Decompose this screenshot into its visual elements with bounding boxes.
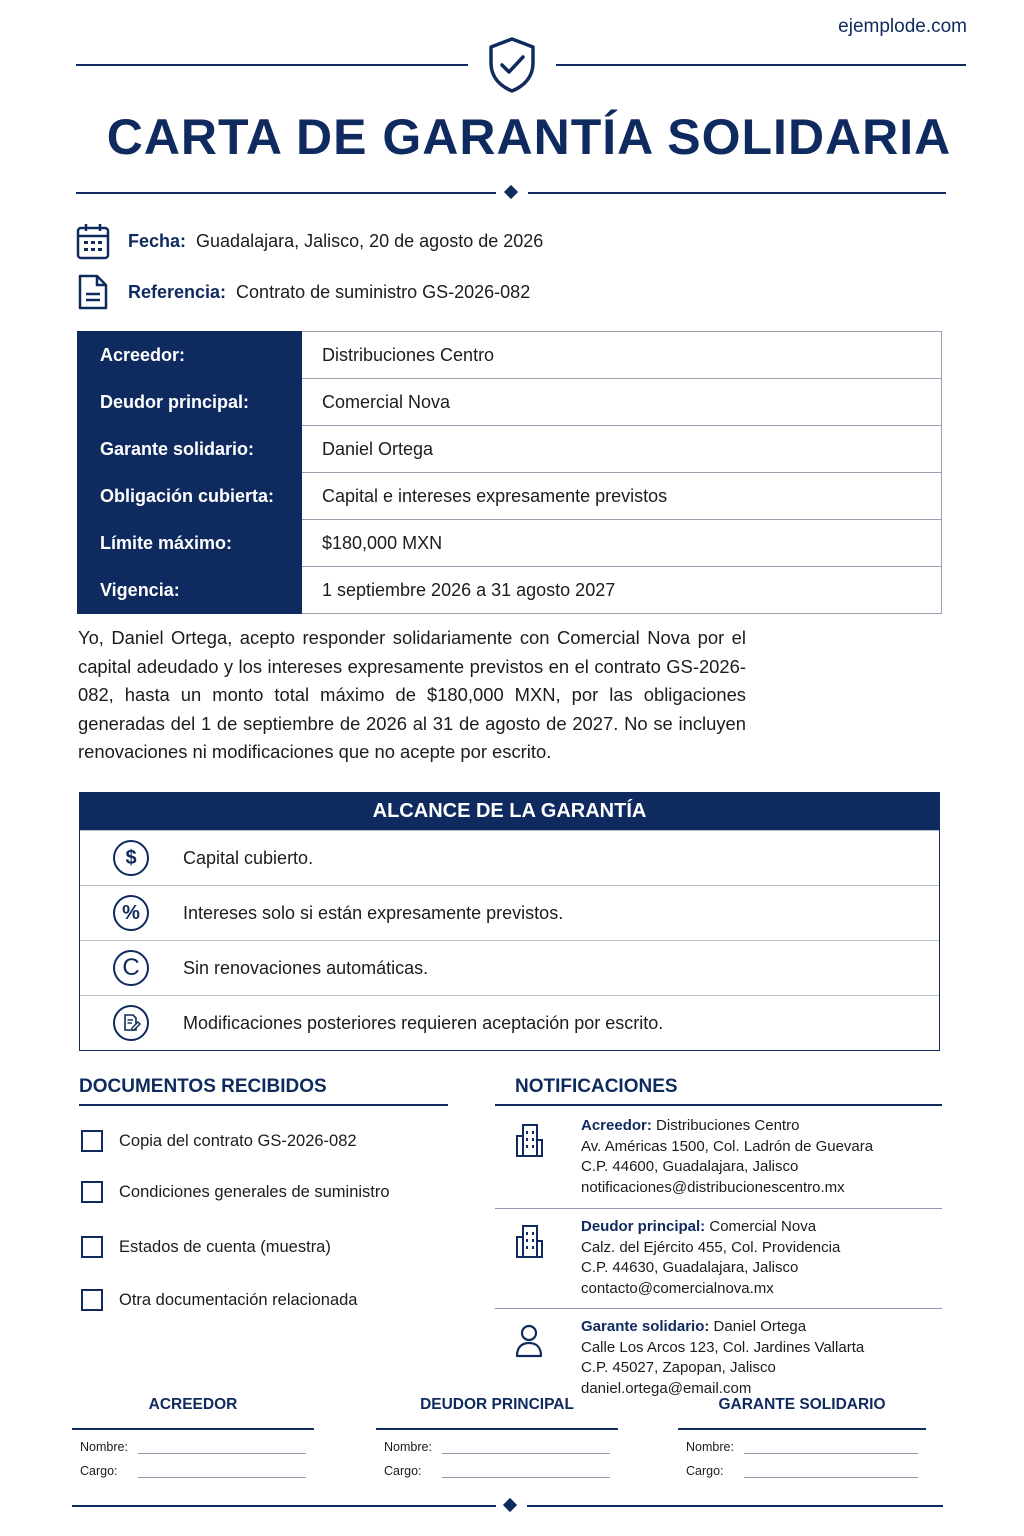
nombre-field[interactable] [442, 1441, 610, 1454]
divider-diamond [504, 185, 518, 199]
notification-city: C.P. 45027, Zapopan, Jalisco [581, 1359, 776, 1376]
checkbox[interactable] [81, 1236, 103, 1258]
notification-role: Deudor principal: [581, 1218, 706, 1235]
notification-email[interactable]: notificaciones@distribucionescentro.mx [581, 1178, 845, 1196]
building-icon [511, 1223, 547, 1259]
table-row [78, 332, 942, 379]
fecha-row [76, 222, 543, 260]
document-edit-icon [113, 1005, 149, 1041]
header-divider-left [76, 64, 468, 66]
scope-item [80, 940, 939, 995]
nombre-field[interactable] [744, 1441, 918, 1454]
cargo-label: Cargo: [384, 1464, 422, 1478]
notification-city: C.P. 44600, Guadalajara, Jalisco [581, 1158, 799, 1175]
notification-address: Av. Américas 1500, Col. Ladrón de Guevara [581, 1137, 874, 1155]
signature-block-deudor [376, 1396, 618, 1478]
notification-name: Comercial Nova [709, 1218, 817, 1235]
notification-entry [495, 1309, 942, 1399]
footer-diamond [503, 1498, 517, 1512]
notification-email[interactable]: daniel.ortega@email.com [581, 1379, 752, 1397]
notificaciones-list [495, 1108, 942, 1399]
row-label: Deudor principal: [78, 379, 302, 426]
table-row [78, 520, 942, 567]
document-checkbox-item[interactable] [81, 1181, 390, 1203]
table-row [78, 473, 942, 520]
checkbox[interactable] [81, 1130, 103, 1152]
cargo-label: Cargo: [686, 1464, 724, 1478]
row-label: Vigencia: [78, 567, 302, 614]
document-label: Copia del contrato GS-2026-082 [119, 1131, 357, 1150]
cargo-field[interactable] [442, 1465, 610, 1478]
scope-item-text: Modificaciones posteriores requieren aceptación por escrito. [183, 1012, 664, 1033]
scope-item-text: Sin renovaciones automáticas. [183, 957, 429, 978]
checkbox[interactable] [81, 1289, 103, 1311]
notification-entry [495, 1209, 942, 1308]
row-value: Capital e intereses expresamente previstos [302, 473, 942, 520]
signature-title: GARANTE SOLIDARIO [718, 1396, 886, 1413]
notification-city: C.P. 44630, Guadalajara, Jalisco [581, 1259, 799, 1276]
notificaciones-title: NOTIFICACIONES [515, 1076, 678, 1097]
shield-check-icon [486, 36, 538, 94]
document-label: Condiciones generales de suministro [119, 1182, 390, 1201]
document-label: Estados de cuenta (muestra) [119, 1237, 331, 1256]
scope-item-text: Intereses solo si están expresamente previstos. [183, 902, 564, 923]
dollar-icon: $ [113, 840, 149, 876]
notification-email[interactable]: contacto@comercialnova.mx [581, 1279, 774, 1297]
scope-item [80, 830, 939, 885]
fecha-value: Guadalajara, Jalisco, 20 de agosto de 2026 [196, 230, 544, 251]
signature-title: DEUDOR PRINCIPAL [420, 1396, 574, 1413]
document-checkbox-item[interactable] [81, 1289, 357, 1311]
guarantee-statement: Yo, Daniel Ortega, acepto responder solidariamente con Comercial Nova por el capital adeudado y los intereses expresamente previstos en el contrato GS-2026-082, hasta un monto total máximo de $180,000 MXN, por las obligaciones generadas del 1 de septiembre de 2026 al 31 de agosto de 2027. No se incluyen renovaciones ni modificaciones que no acepte por escrito. [78, 627, 746, 763]
fecha-label: Fecha: [128, 230, 187, 251]
title-divider-right [528, 192, 946, 194]
row-value: 1 septiembre 2026 a 31 agosto 2027 [302, 567, 942, 614]
signature-line [376, 1428, 618, 1430]
scope-section [79, 792, 940, 1051]
documentos-title: DOCUMENTOS RECIBIDOS [79, 1076, 327, 1097]
document-checkbox-item[interactable] [81, 1130, 357, 1152]
scope-title: ALCANCE DE LA GARANTÍA [80, 793, 939, 830]
cargo-label: Cargo: [80, 1464, 118, 1478]
documentos-divider [79, 1104, 448, 1106]
page-title: CARTA DE GARANTÍA SOLIDARIA [106, 109, 952, 165]
signature-line [72, 1428, 314, 1430]
c-icon: C [113, 950, 149, 986]
nombre-label: Nombre: [80, 1440, 128, 1454]
header-divider-right [556, 64, 966, 66]
notification-name: Daniel Ortega [713, 1318, 807, 1335]
nombre-field[interactable] [138, 1441, 306, 1454]
nombre-label: Nombre: [384, 1440, 432, 1454]
signature-block-acreedor [72, 1396, 314, 1478]
row-label: Límite máximo: [78, 520, 302, 567]
checkbox[interactable] [81, 1181, 103, 1203]
row-value: Daniel Ortega [302, 426, 942, 473]
signature-line [678, 1428, 926, 1430]
notification-role: Garante solidario: [581, 1318, 710, 1335]
title-divider-left [76, 192, 496, 194]
nombre-label: Nombre: [686, 1440, 734, 1454]
calendar-icon [76, 222, 110, 260]
notification-entry [495, 1108, 942, 1208]
table-row [78, 426, 942, 473]
notification-address: Calz. del Ejército 455, Col. Providencia [581, 1238, 841, 1256]
percent-icon: % [113, 895, 149, 931]
referencia-value: Contrato de suministro GS-2026-082 [236, 281, 531, 302]
footer-divider-left [72, 1505, 496, 1507]
row-label: Acreedor: [78, 332, 302, 379]
row-value: Distribuciones Centro [302, 332, 942, 379]
table-row [78, 379, 942, 426]
notification-role: Acreedor: [581, 1117, 652, 1134]
document-label: Otra documentación relacionada [119, 1290, 358, 1309]
row-label: Garante solidario: [78, 426, 302, 473]
cargo-field[interactable] [138, 1465, 306, 1478]
table-row [78, 567, 942, 614]
scope-item-text: Capital cubierto. [183, 847, 314, 868]
footer-divider-right [527, 1505, 943, 1507]
cargo-field[interactable] [744, 1465, 918, 1478]
document-checkbox-item[interactable] [81, 1236, 331, 1258]
building-icon [511, 1122, 547, 1158]
signature-block-garante [678, 1396, 926, 1478]
referencia-row [76, 273, 530, 311]
row-label: Obligación cubierta: [78, 473, 302, 520]
scope-item [80, 995, 939, 1050]
row-value: $180,000 MXN [302, 520, 942, 567]
person-icon [511, 1323, 547, 1359]
referencia-label: Referencia: [128, 281, 227, 302]
row-value: Comercial Nova [302, 379, 942, 426]
site-url[interactable]: ejemplode.com [838, 16, 967, 37]
notificaciones-divider [495, 1104, 942, 1106]
document-icon [76, 273, 110, 311]
notification-address: Calle Los Arcos 123, Col. Jardines Vallarta [581, 1338, 865, 1356]
signature-title: ACREEDOR [148, 1396, 238, 1413]
notification-name: Distribuciones Centro [656, 1117, 800, 1134]
info-table [77, 331, 942, 614]
scope-item [80, 885, 939, 940]
